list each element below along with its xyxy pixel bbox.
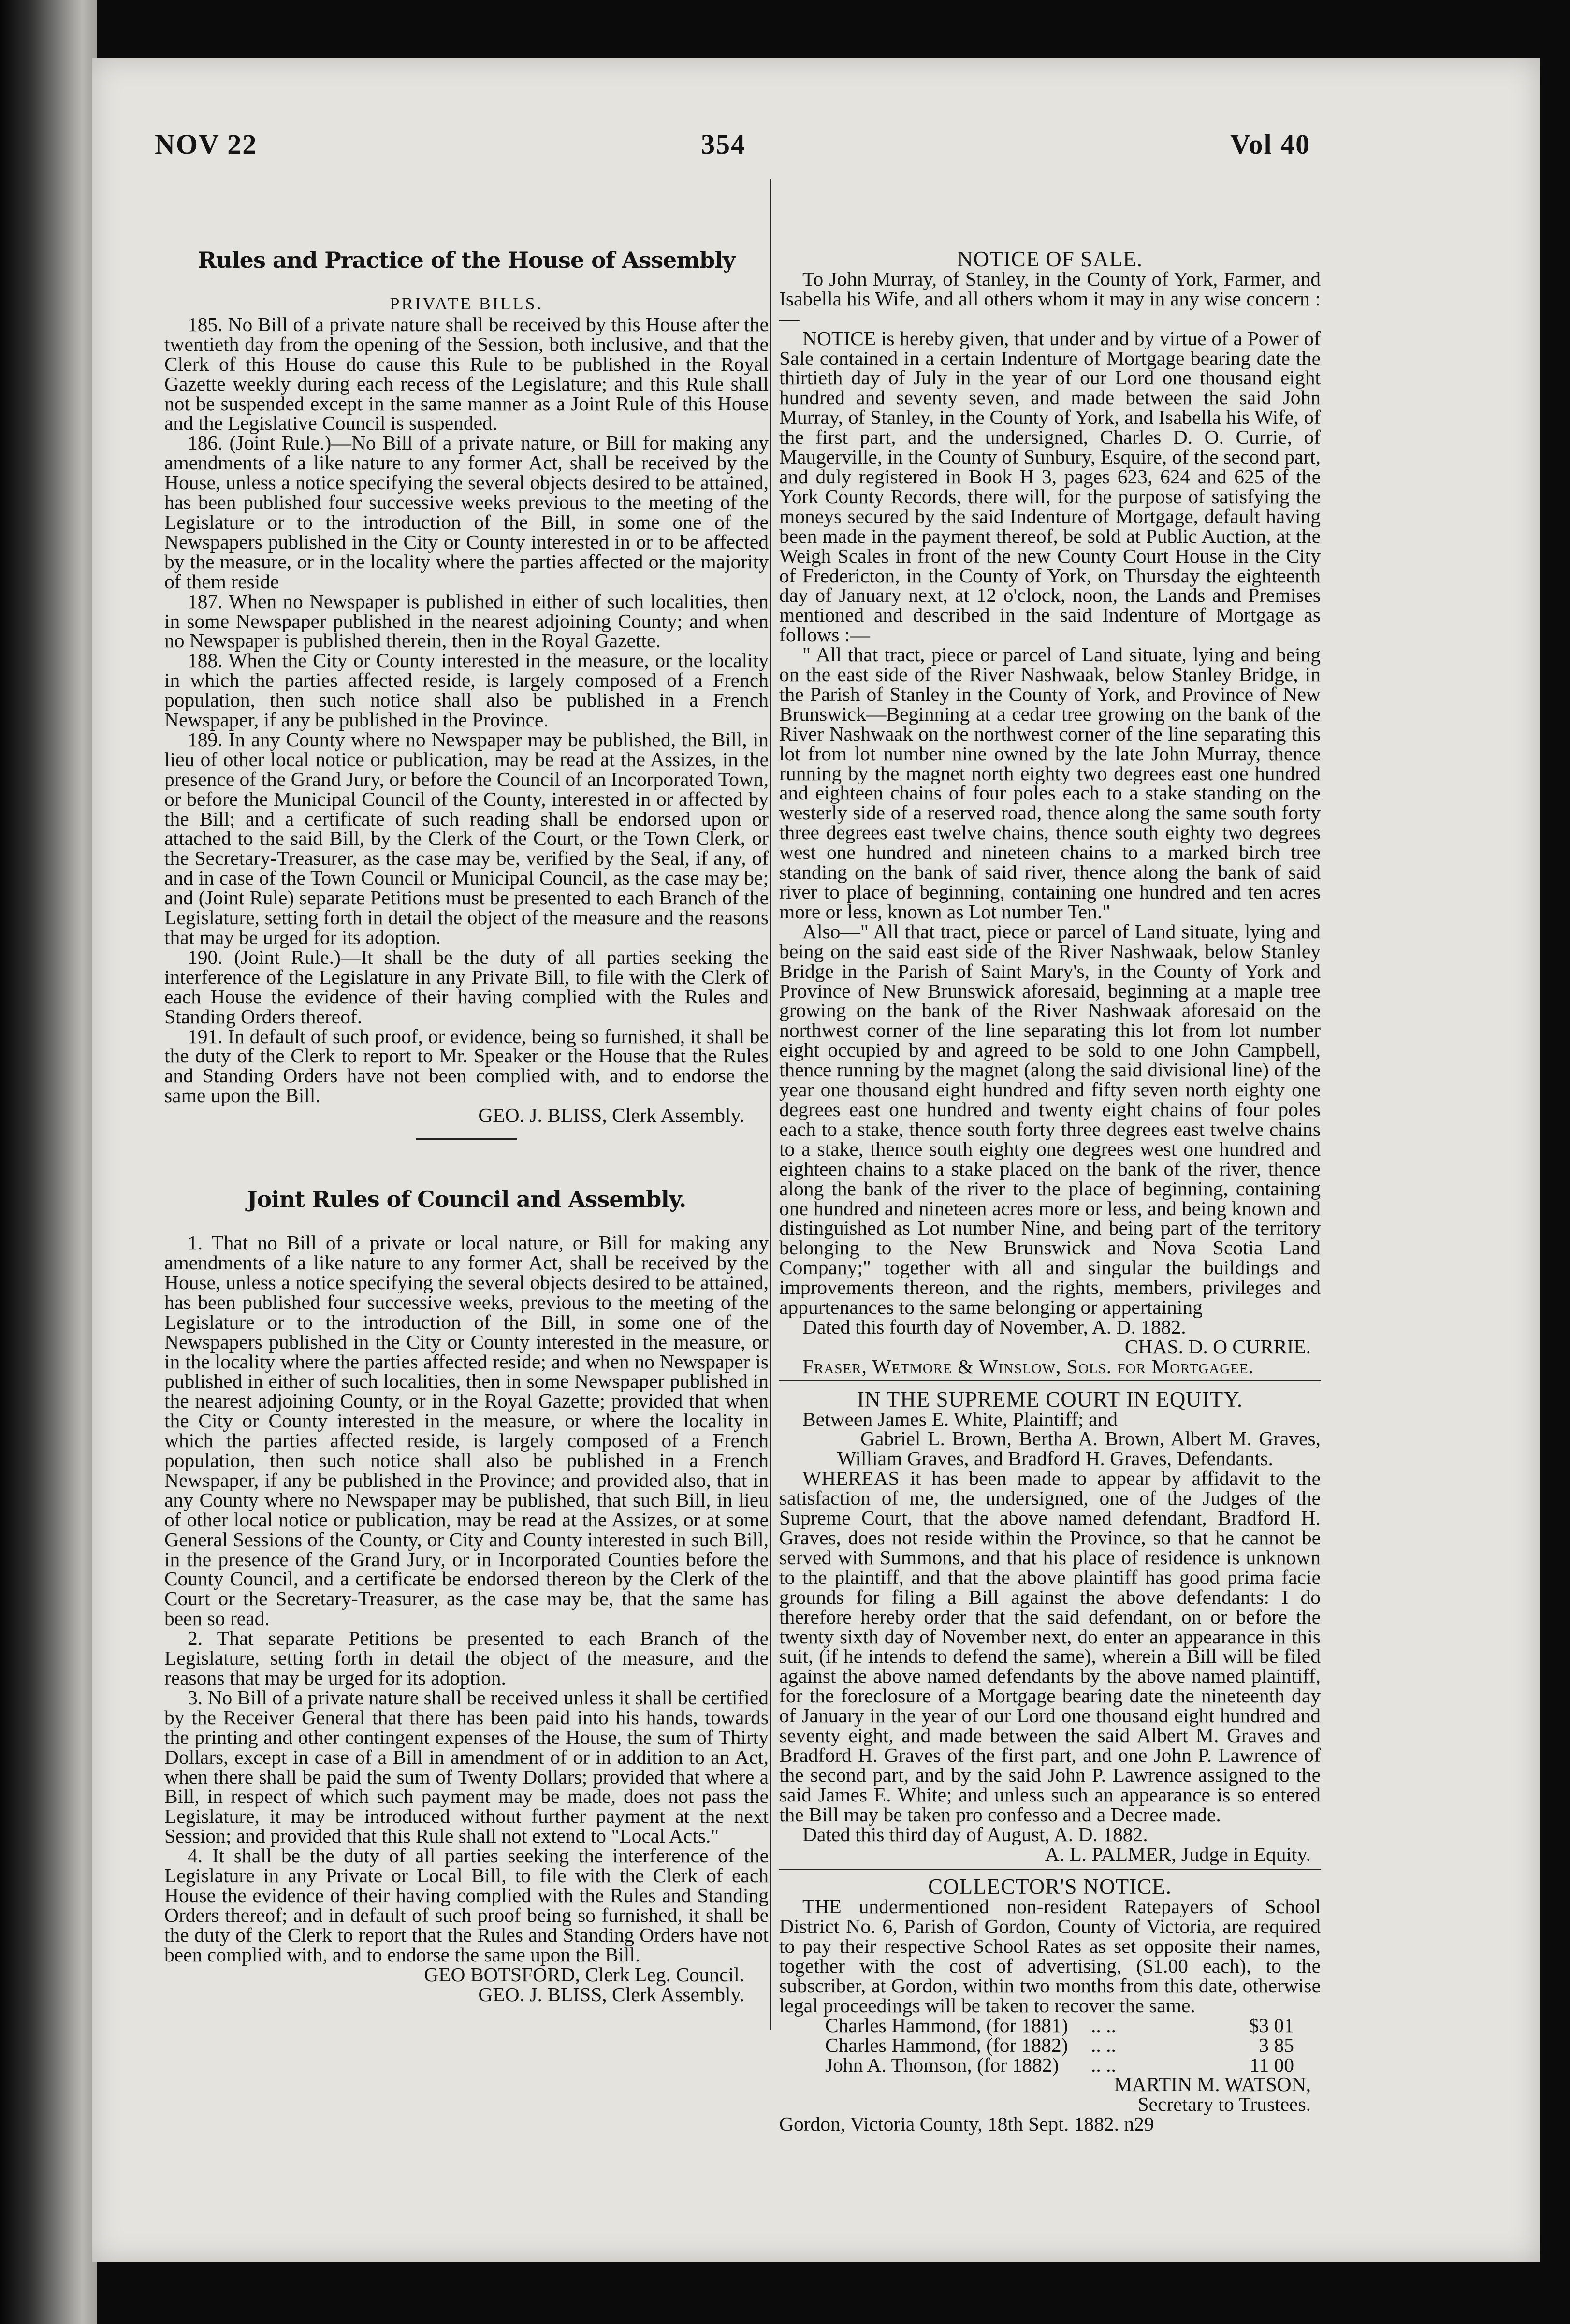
sale-dated: Dated this fourth day of November, A. D. 1882. <box>802 1315 1186 1338</box>
equity-parties-2: Gabriel L. Brown, Bertha A. Brown, Albert M. Graves, William Graves, and Bradford H. Graves, Defendants. <box>837 1427 1321 1470</box>
private-bills-heading: PRIVATE BILLS. <box>390 294 543 313</box>
sale-signature: CHAS. D. O CURRIE. <box>1124 1335 1311 1358</box>
rate-amount: 11 00 <box>1250 2053 1294 2076</box>
left-column <box>164 184 769 2004</box>
sale-body: NOTICE is hereby given, that under and by virtue of a Power of Sale contained in a certain Indenture of Mortgage bearing date the thirtieth day of July in the year of our Lord one thousand eight hundred and seventy seven, and made between the said John Murray, of Stanley, in the County of York, and Isabella his Wife, of the first part, and the undersigned, Charles D. O. Currie, of Maugerville, in the County of Sunbury, Esquire, of the second part, and duly registered in Book H 3, pages 623, 624 and 625 of the York County Records, there will, for the purpose of satisfying the moneys secured by the said Indenture of Mortgage, default having been made in the payment thereof, be sold at Public Auction, at the Weigh Scales in front of the new County Court House in the City of Fredericton, in the County of York, on Thursday the eighteenth day of January next, at 12 o'clock, noon, the Lands and Premises mentioned and described in the said Indenture of Mortgage as follows :— <box>779 327 1321 646</box>
sale-tract-2: Also—" All that tract, piece or parcel of Land situate, lying and being on the said east side of the River Nashwaak, below Stanley Bridge in the Parish of Saint Mary's, in the County of York and Province of New Brunswick aforesaid, beginning at a maple tree growing on the bank of the River Nashwaak aforesaid on the northwest corner of the line separating this lot from lot number eight occupied by and agreed to be sold to one John Campbell, thence running by the magnet (along the said divisional line) of the year one thousand eight hundred and fifty seven north eighty one degrees east one hundred and twenty eight chains of four poles each to a stake, thence south forty three degrees east twelve chains to a stake, thence south eighty one degrees west one hundred and eighteen chains to a stake placed on the bank of the river, thence along the bank of the river to the place of beginning, containing one hundred and nineteen acres more or less, and being known and distinguished as Lot number Nine, and being part of the territory belonging to the New Brunswick and Nova Scotia Land Company;" together with all and singular the buildings and improvements thereon, and the rights, members, privileges and appurtenances to the same belonging or appertaining <box>779 920 1321 1319</box>
joint-rule-1: 1. That no Bill of a private or local nature, or Bill for making any amendments of a like nature to any former Act, shall be received by the House, unless a notice specifying the several objects desired to be attained, has been published four successive weeks, previous to the meeting of the Legislature or to the introduction of the Bill, in some one of the Newspapers published in the City or County interested in the measure, or in the locality where the parties affected reside; and when no Newspaper is published in either of such localities, then in some Newspaper published in the nearest adjoining County, or in the Royal Gazette; provided that when the City or County interested in the measure, or where the locality in which the parties affected reside, is largely composed of a French population, then such notice shall also be published in a French Newspaper, if any be published in the Province; and provided also, that in any County where no Newspaper may be published, that such Bill, in lieu of other local notice or publication, may be read at the Assizes, or at some General Sessions of the County, or City and County interested in such Bill, in the presence of the Grand Jury, or in Incorporated Counties before the County Council, and a certificate be endorsed thereon by the Clerk of the Court or the Secretary-Treasurer, as the case may be, that the same has been so read. <box>164 1232 769 1630</box>
leader-dots: .. .. <box>1091 2053 1116 2076</box>
sale-address: To John Murray, of Stanley, in the County of York, Farmer, and Isabella his Wife, and all others whom it may in any wise concern :— <box>779 267 1321 330</box>
joint-signature-council: GEO BOTSFORD, Clerk Leg. Council. <box>424 1963 744 1986</box>
joint-signature-assembly: GEO. J. BLISS, Clerk Assembly. <box>478 1983 744 2005</box>
ratepayer-name: Charles Hammond, (for 1881) <box>825 2014 1068 2036</box>
collector-title: COLLECTOR'S NOTICE. <box>928 1874 1172 1899</box>
rule-187: 187. When no Newspaper is published in either of such localities, then in some Newspaper published in the nearest adjoining County; and when no Newspaper is published therein, then in the Royal Gazette. <box>164 590 769 652</box>
joint-rules-title: Joint Rules of Council and Assembly. <box>247 1186 686 1213</box>
collector-dateline: Gordon, Victoria County, 18th Sept. 1882. n29 <box>779 2113 1154 2135</box>
collector-body: THE undermentioned non-resident Ratepayers of School District No. 6, Parish of Gordon, County of Victoria, are required to pay their respective School Rates as set opposite their names, together with the cost of advertising, ($1.00 each), to the subscriber, at Gordon, within two months from this date, otherwise legal proceedings will be taken to recover the same. <box>779 1895 1321 2017</box>
sale-solicitors: Fraser, Wetmore & Winslow, Sols. for Mortgagee. <box>802 1355 1254 1378</box>
rules-signature: GEO. J. BLISS, Clerk Assembly. <box>478 1104 744 1127</box>
equity-body: WHEREAS it has been made to appear by affidavit to the satisfaction of me, the undersigned, one of the Judges of the Supreme Court, that the above named defendant, Bradford H. Graves, does not reside within the Province, so that he cannot be served with Summons, and that his place of residence is unknown to the plaintiff, and that the above plaintiff has good prima facie grounds for filing a Bill against the above defendants: I do therefore hereby order that the said defendant, on or before the twenty sixth day of November next, do enter an appearance in this suit, (if he intends to defend the same), wherein a Bill will be filed against the above named defendants by the above named plaintiff, for the foreclosure of a Mortgage bearing date the nineteenth day of January in the year of our Lord one thousand eight hundred and seventy eight, and made between the said Albert M. Graves and Bradford H. Graves of the first part, and one John P. Lawrence of the second part, and by the said John P. Lawrence assigned to the said James E. White; and unless such an appearance is so entered the Bill may be taken pro confesso and a Decree made. <box>779 1467 1321 1826</box>
collector-row <box>779 2035 1321 2055</box>
leader-dots: .. .. <box>1091 2014 1116 2036</box>
rule-190: 190. (Joint Rule.)—It shall be the duty of all parties seeking the interference of the Legislature in any Private Bill, to file with the Clerk of each House the evidence of their having complied with the Rules and Standing Orders thereof. <box>164 945 769 1028</box>
collector-row <box>779 2055 1321 2075</box>
header-volume: Vol 40 <box>1230 129 1311 160</box>
section-divider <box>779 1380 1321 1385</box>
book-spine <box>0 0 97 2324</box>
column-divider <box>770 179 771 2030</box>
rule-191: 191. In default of such proof, or evidence, being so furnished, it shall be the duty of the Clerk to report to Mr. Speaker or the House that the Rules and Standing Orders have not been complied with, and to endorse the same upon the Bill. <box>164 1025 769 1107</box>
rule-186: 186. (Joint Rule.)—No Bill of a private nature, or Bill for making any amendments of a like nature to any former Act, shall be received by the House, unless a notice specifying the several objects desired to be attained, has been published four successive weeks previous to the meeting of the Legislature or to the introduction of the Bill, in some one of the Newspapers published in the City or County interested in or to be affected by the measure, or in the locality where the parties affected or the majority of them reside <box>164 432 769 593</box>
rate-amount: $3 01 <box>1249 2014 1294 2036</box>
rule-189: 189. In any County where no Newspaper may be published, the Bill, in lieu of other local notice or publication, may be read at the Assizes, in the presence of the Grand Jury, or before the Council of an Incorporated Town, or before the Municipal Council of the County, interested in or affected by the Bill; and a certificate of such reading shall be endorsed upon or attached to the said Bill, by the Clerk of the Court, or the Town Clerk, or the Secretary-Treasurer, as the case may be, verified by the Seal, if any, of and in case of the Town Council or Municipal Council, as the case may be; and (Joint Rule) separate Petitions must be presented to each Branch of the Legislature, setting forth in detail the object of the measure and the reasons that may be urged for its adoption. <box>164 728 769 948</box>
section-rule <box>416 1138 517 1140</box>
sale-tract-1: " All that tract, piece or parcel of Land situate, lying and being on the east side of the River Nashwaak, below Stanley Bridge, in the Parish of Stanley in the County of York, and Province of New Brunswick—Beginning at a cedar tree growing on the bank of the River Nashwaak on the northwest corner of the line separating this lot from lot number nine owned by the late John Murray, thence running by the magnet north eighty two degrees east one hundred and eighteen chains of four poles each to a stake standing on the westerly side of a reserved road, thence along the same south forty three degrees east twelve chains, thence south eighty two degrees west one hundred and nineteen chains to a marked birch tree standing on the bank of said river, thence along the bank of said river to place of beginning, containing one hundred and ten acres more or less, known as Lot number Ten." <box>779 643 1321 923</box>
header-date: NOV 22 <box>155 129 258 160</box>
right-column <box>779 184 1321 2134</box>
sale-title: NOTICE OF SALE. <box>957 247 1143 271</box>
joint-rule-4: 4. It shall be the duty of all parties seeking the interference of the Legislature in any Private or Local Bill, to file with the Clerk of each House the evidence of their having complied with the Rules and Standing Orders thereof; and in default of such proof being so furnished, it shall be the duty of the Clerk to report that the Rules and Standing Orders have not been complied with, and to endorse the same upon the Bill. <box>164 1845 769 1966</box>
equity-parties-1: Between James E. White, Plaintiff; and <box>802 1408 1118 1430</box>
equity-title: IN THE SUPREME COURT IN EQUITY. <box>857 1387 1243 1411</box>
section-divider <box>779 1868 1321 1872</box>
leader-dots: .. .. <box>1091 2034 1116 2056</box>
joint-rule-3: 3. No Bill of a private nature shall be received unless it shall be certified by the Receiver General that there has been paid into his hands, towards the printing and other contingent expenses of the House, the sum of Thirty Dollars, except in case of a Bill in amendment of or in addition to an Act, when there shall be paid the sum of Twenty Dollars; provided that where a Bill, in respect of which such payment may be made, does not pass the Legislature, it may be introduced without further payment at the next Session; and provided that this Rule shall not extend to "Local Acts." <box>164 1686 769 1847</box>
rules-title: Rules and Practice of the House of Assembly <box>198 247 735 273</box>
equity-dated: Dated this third day of August, A. D. 1882. <box>802 1823 1148 1845</box>
collector-signature-title: Secretary to Trustees. <box>1137 2093 1311 2116</box>
collector-row <box>779 2016 1321 2035</box>
equity-signature: A. L. PALMER, Judge in Equity. <box>1045 1843 1311 1865</box>
ratepayer-name: Charles Hammond, (for 1882) <box>825 2034 1068 2056</box>
ratepayer-name: John A. Thomson, (for 1882) <box>825 2053 1059 2076</box>
rule-188: 188. When the City or County interested in the measure, or the locality in which the parties affected reside, is largely composed of a French population, then such notice shall also be published in a French Newspaper, if any be published in the Province. <box>164 649 769 731</box>
rule-185: 185. No Bill of a private nature shall be received by this House after the twentieth day from the opening of the Session, both inclusive, and that the Clerk of this House do cause this Rule to be published in the Royal Gazette weekly during each recess of the Legislature; and this Rule shall not be suspended except in the same manner as a Joint Rule of this House and the Legislative Council is suspended. <box>164 313 769 435</box>
rate-amount: 3 85 <box>1259 2034 1294 2056</box>
joint-rule-2: 2. That separate Petitions be presented to each Branch of the Legislature, setting forth in detail the object of the measure, and the reasons that may be urged for its adoption. <box>164 1627 769 1689</box>
header-page-number: 354 <box>701 129 746 160</box>
collector-signature-name: MARTIN M. WATSON, <box>1114 2073 1311 2096</box>
